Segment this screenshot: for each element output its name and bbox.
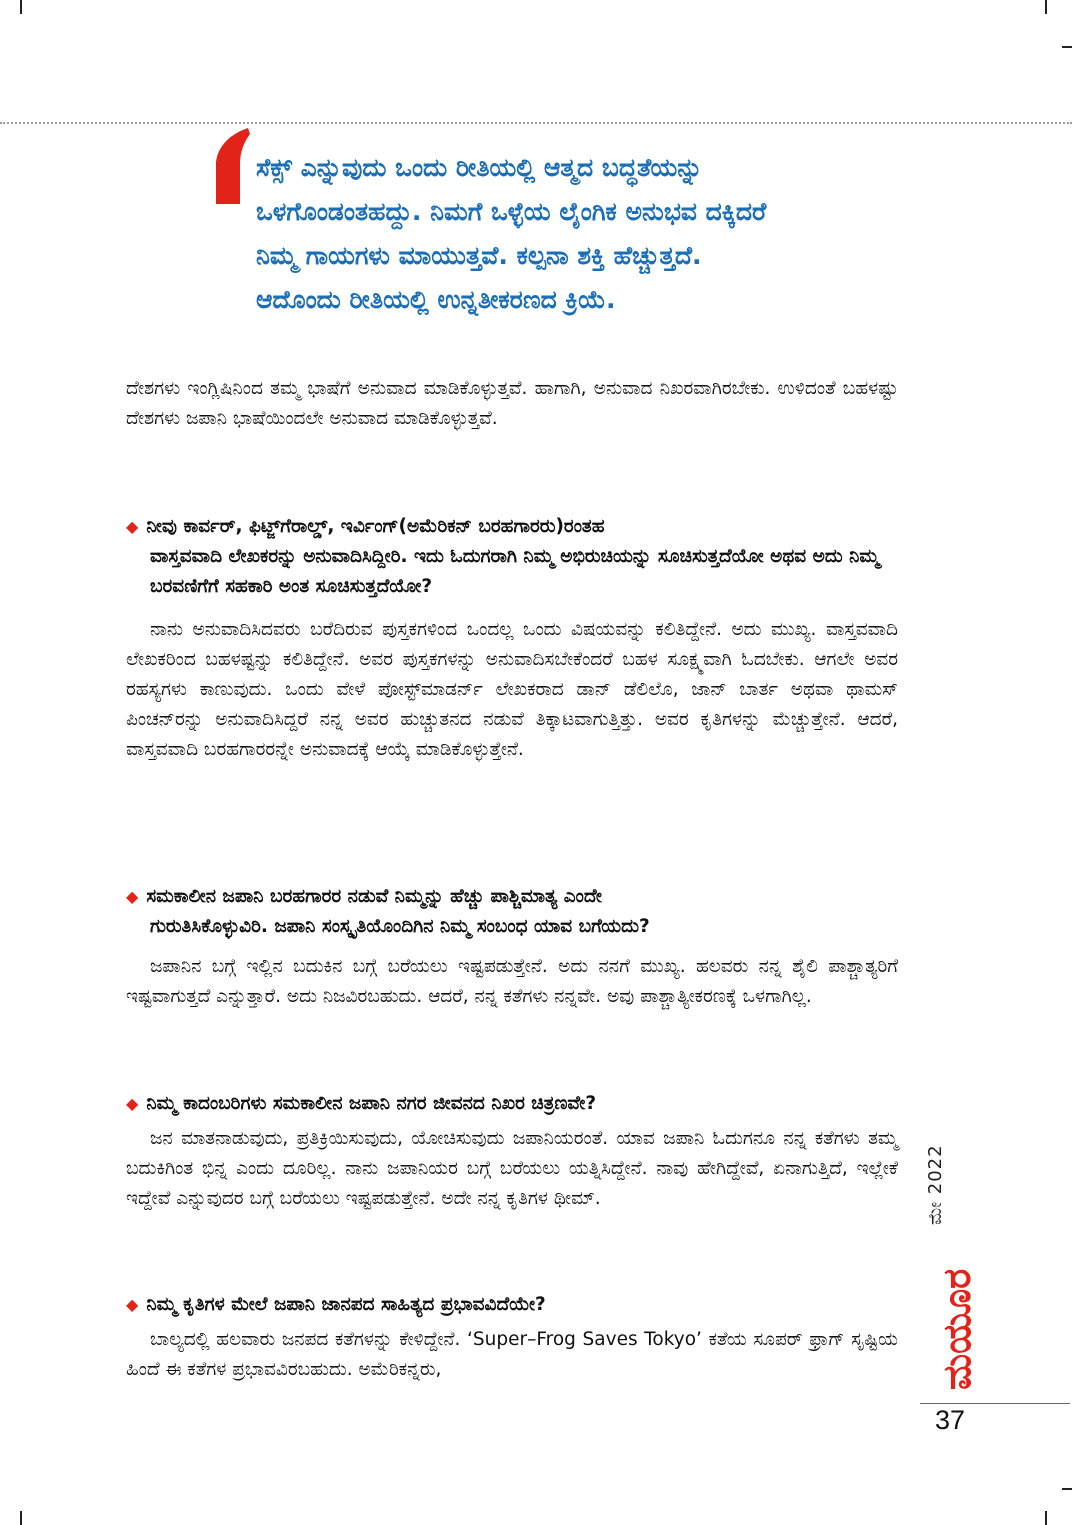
diamond-bullet-icon: ◆ [126, 517, 139, 536]
pull-quote [256, 146, 916, 322]
pull-quote-line: ಸೆಕ್ಸ್ ಎನ್ನುವುದು ಒಂದು ರೀತಿಯಲ್ಲಿ ಆತ್ಮದ ಬದ್ಧತೆಯನ್ನು [256, 153, 703, 182]
crop-mark-bottom-right [1045, 1511, 1047, 1525]
question-text: ನೀವು ಕಾರ್ವರ್, ಫಿಟ್ಜ್‌ಗೆರಾಲ್ಡ್, ಇರ್ವಿಂಗ್(ಅಮೆರಿಕನ್ ಬರಹಗಾರರು)ರಂತಹ [146, 516, 605, 537]
pull-quote-line: ನಿಮ್ಮ ಗಾಯಗಳು ಮಾಯುತ್ತವೆ. ಕಲ್ಪನಾ ಶಕ್ತಿ ಹೆಚ್ಚುತ್ತದೆ. [256, 241, 702, 270]
pull-quote-line: ಒಳಗೊಂಡಂತಹದ್ದು. ನಿಮಗೆ ಒಳ್ಳೆಯ ಲೈಂಗಿಕ ಅನುಭವ ದಕ್ಕಿದರೆ [256, 197, 767, 226]
folio-rule [920, 1403, 1070, 1404]
question-2 [126, 882, 898, 942]
question-text: ನಿಮ್ಮ ಕೃತಿಗಳ ಮೇಲೆ ಜಪಾನಿ ಜಾನಪದ ಸಾಹಿತ್ಯದ ಪ್ರಭಾವವಿದೆಯೇ? [146, 1294, 546, 1315]
diamond-bullet-icon: ◆ [126, 1295, 139, 1314]
page-number: 37 [935, 1405, 966, 1435]
question-text-continued: ಗುರುತಿಸಿಕೊಳ್ಳುವಿರಿ. ಜಪಾನಿ ಸಂಸ್ಕೃತಿಯೊಂದಿಗಿನ ನಿಮ್ಮ ಸಂಬಂಧ ಯಾವ ಬಗೆಯದು? [150, 916, 650, 937]
answer-2: ಜಪಾನಿನ ಬಗ್ಗೆ ಇಲ್ಲಿನ ಬದುಕಿನ ಬಗ್ಗೆ ಬರೆಯಲು ಇಷ್ಟಪಡುತ್ತೇನೆ. ಅದು ನನಗೆ ಮುಖ್ಯ. ಹಲವರು ನನ್ನ ಶೈಲಿ ಪಾಶ್ಚಾತ್ಯರಿಗೆ ಇಷ್ಟವಾಗುತ್ತದೆ ಎನ್ನುತ್ತಾರೆ. ಅದು ನಿಜವಿರಬಹುದು. ಆದರೆ, ನನ್ನ ಕತೆಗಳು ನನ್ನವೇ. ಅವು ಪಾಶ್ಚಾತ್ಯೀಕರಣಕ್ಕೆ ಒಳಗಾಗಿಲ್ಲ. [126, 956, 898, 1007]
question-text: ನಿಮ್ಮ ಕಾದಂಬರಿಗಳು ಸಮಕಾಲೀನ ಜಪಾನಿ ನಗರ ಜೀವನದ ನಿಖರ ಚಿತ್ರಣವೇ? [146, 1093, 597, 1114]
diamond-bullet-icon: ◆ [126, 887, 139, 906]
crop-mark-top-left [20, 0, 22, 14]
dotted-divider [0, 122, 1072, 124]
question-text: ಸಮಕಾಲೀನ ಜಪಾನಿ ಬರಹಗಾರರ ನಡುವೆ ನಿಮ್ಮನ್ನು ಹೆಚ್ಚು ಪಾಶ್ಚಿಮಾತ್ಯ ಎಂದೇ [146, 886, 602, 907]
intro-paragraph: ದೇಶಗಳು ಇಂಗ್ಲಿಷಿನಿಂದ ತಮ್ಮ ಭಾಷೆಗೆ ಅನುವಾದ ಮಾಡಿಕೊಳ್ಳುತ್ತವೆ. ಹಾಗಾಗಿ, ಅನುವಾದ ನಿಖರವಾಗಿರಬೇಕು. ಉಳಿದಂತೆ ಬಹಳಷ್ಟು ದೇಶಗಳು ಜಪಾನಿ ಭಾಷೆಯಿಂದಲೇ ಅನುವಾದ ಮಾಡಿಕೊಳ್ಳುತ್ತವೆ. [126, 378, 898, 429]
answer-3: ಜನ ಮಾತನಾಡುವುದು, ಪ್ರತಿಕ್ರಿಯಿಸುವುದು, ಯೋಚಿಸುವುದು ಜಪಾನಿಯರಂತೆ. ಯಾವ ಜಪಾನಿ ಓದುಗನೂ ನನ್ನ ಕತೆಗಳು ತಮ್ಮ ಬದುಕಿಗಿಂತ ಭಿನ್ನ ಎಂದು ದೂರಿಲ್ಲ. ನಾನು ಜಪಾನಿಯರ ಬಗ್ಗೆ ಬರೆಯಲು ಯತ್ನಿಸಿದ್ದೇನೆ. ನಾವು ಹೇಗಿದ್ದೇವೆ, ಏನಾಗುತ್ತಿದೆ, ಇಲ್ಲೇಕೆ ಇದ್ದೇವೆ ಎನ್ನುವುದರ ಬಗ್ಗೆ ಬರೆಯಲು ಇಷ್ಟಪಡುತ್ತೇನೆ. ಅದೇ ನನ್ನ ಕೃತಿಗಳ ಥೀಮ್. [126, 1128, 898, 1209]
question-3 [126, 1089, 898, 1119]
diamond-bullet-icon: ◆ [126, 1094, 139, 1113]
answer-1: ನಾನು ಅನುವಾದಿಸಿದವರು ಬರೆದಿರುವ ಪುಸ್ತಕಗಳಿಂದ ಒಂದಲ್ಲ ಒಂದು ವಿಷಯವನ್ನು ಕಲಿತಿದ್ದೇನೆ. ಅದು ಮುಖ್ಯ. ವಾಸ್ತವವಾದಿ ಲೇಖಕರಿಂದ ಬಹಳಷ್ಟನ್ನು ಕಲಿತಿದ್ದೇನೆ. ಅವರ ಪುಸ್ತಕಗಳನ್ನು ಅನುವಾದಿಸಬೇಕೆಂದರೆ ಬಹಳ ಸೂಕ್ಷ್ಮವಾಗಿ ಓದಬೇಕು. ಆಗಲೇ ಅವರ ರಹಸ್ಯಗಳು ಕಾಣುವುದು. ಒಂದು ವೇಳೆ ಪೋಸ್ಟ್‌ಮಾಡರ್ನ್ ಲೇಖಕರಾದ ಡಾನ್ ಡೆಲಿಲೊ, ಜಾನ್ ಬಾರ್ತ ಅಥವಾ ಥಾಮಸ್ ಪಿಂಚನ್‌ರನ್ನು ಅನುವಾದಿಸಿದ್ದರೆ ನನ್ನ ಅವರ ಹುಚ್ಚುತನದ ನಡುವೆ ತಿಕ್ಕಾಟವಾಗುತ್ತಿತ್ತು. ಅವರ ಕೃತಿಗಳನ್ನು ಮೆಚ್ಚುತ್ತೇನೆ. ಆದರೆ, ವಾಸ್ತವವಾದಿ ಬರಹಗಾರರನ್ನೇ ಅನುವಾದಕ್ಕೆ ಆಯ್ಕೆ ಮಾಡಿಕೊಳ್ಳುತ್ತೇನೆ. [126, 619, 898, 760]
crop-mark-right-top [1062, 46, 1072, 48]
magazine-masthead: ಮಯೂರ [935, 1268, 979, 1390]
question-text-continued: ವಾಸ್ತವವಾದಿ ಲೇಖಕರನ್ನು ಅನುವಾದಿಸಿದ್ದೀರಿ. ಇದು ಓದುಗರಾಗಿ ನಿಮ್ಮ ಅಭಿರುಚಿಯನ್ನು ಸೂಚಿಸುತ್ತದೆಯೋ ಅಥವ ಅದು ನಿಮ್ಮ ಬರವಣಿಗೆಗೆ ಸಹಕಾರಿ ಅಂತ ಸೂಚಿಸುತ್ತದೆಯೋ? [150, 546, 880, 597]
question-1 [126, 512, 898, 602]
answer-4: ಬಾಲ್ಯದಲ್ಲಿ ಹಲವಾರು ಜನಪದ ಕತೆಗಳನ್ನು ಕೇಳಿದ್ದೇನೆ. ‘Super–Frog Saves Tokyo’ ಕತೆಯ ಸೂಪರ್ ಫ್ರಾಗ್ ಸೃಷ್ಟಿಯ ಹಿಂದೆ ಈ ಕತೆಗಳ ಪ್ರಭಾವವಿರಬಹುದು. ಅಮೆರಿಕನ್ನರು, [126, 1329, 898, 1380]
pull-quote-line: ಆದೊಂದು ರೀತಿಯಲ್ಲಿ ಉನ್ನತೀಕರಣದ ಕ್ರಿಯೆ. [256, 285, 616, 314]
crop-mark-bottom-left [20, 1511, 22, 1525]
crop-mark-right-bottom [1062, 1488, 1072, 1490]
question-4 [126, 1290, 898, 1320]
issue-date: ಮೇ 2022 [925, 1144, 946, 1225]
crop-mark-top-right [1045, 0, 1047, 14]
quote-mark-icon [204, 128, 250, 204]
